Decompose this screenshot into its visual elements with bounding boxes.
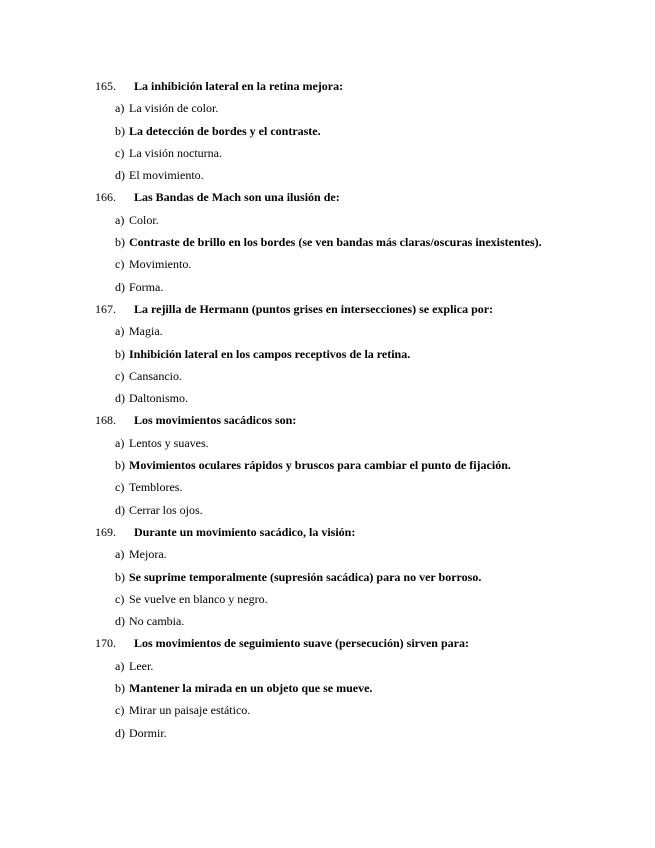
answer-option — [0, 499, 655, 521]
option-letter: d) — [115, 391, 125, 406]
question-number: 170. — [95, 636, 116, 651]
option-letter: d) — [115, 279, 125, 294]
question-text: La rejilla de Hermann (puntos grises en intersecciones) se explica por: — [134, 301, 494, 316]
answer-option — [0, 231, 655, 253]
option-text: Lentos y suaves. — [129, 435, 209, 450]
option-letter: d) — [115, 502, 125, 517]
option-letter: c) — [115, 703, 125, 718]
answer-option — [0, 543, 655, 565]
option-letter: a) — [115, 547, 125, 562]
option-text: Color. — [129, 212, 159, 227]
question-list — [0, 75, 655, 744]
option-letter: b) — [115, 346, 125, 361]
option-letter: c) — [115, 368, 125, 383]
answer-option — [0, 253, 655, 275]
question-text: Las Bandas de Mach son una ilusión de: — [134, 190, 340, 205]
option-text: No cambia. — [129, 614, 185, 629]
question-text: Los movimientos sacádicos son: — [134, 413, 297, 428]
question-header — [0, 521, 655, 543]
option-text-correct: Movimientos oculares rápidos y bruscos para cambiar el punto de fijación. — [129, 458, 511, 473]
option-letter: d) — [115, 168, 125, 183]
answer-option — [0, 387, 655, 409]
option-text: Cerrar los ojos. — [129, 502, 203, 517]
answer-option — [0, 142, 655, 164]
answer-option — [0, 97, 655, 119]
option-letter: d) — [115, 725, 125, 740]
option-letter: b) — [115, 569, 125, 584]
answer-option — [0, 276, 655, 298]
question-text: Durante un movimiento sacádico, la visión: — [134, 524, 356, 539]
option-letter: c) — [115, 145, 125, 160]
answer-option — [0, 699, 655, 721]
option-text-correct: La detección de bordes y el contraste. — [129, 123, 321, 138]
question-number: 168. — [95, 413, 116, 428]
question-header — [0, 632, 655, 654]
option-text: La visión de color. — [129, 101, 219, 116]
option-text: El movimiento. — [129, 168, 204, 183]
question-text: La inhibición lateral en la retina mejora: — [134, 79, 344, 93]
answer-option — [0, 610, 655, 632]
option-letter: b) — [115, 681, 125, 696]
option-letter: a) — [115, 435, 125, 450]
option-text: La visión nocturna. — [129, 145, 222, 160]
option-text: Daltonismo. — [129, 391, 188, 406]
option-text: Forma. — [129, 279, 164, 294]
option-letter: a) — [115, 212, 125, 227]
option-text-correct: Mantener la mirada en un objeto que se mueve. — [129, 681, 373, 696]
answer-option — [0, 655, 655, 677]
option-text: Mirar un paisaje estático. — [129, 703, 251, 718]
option-text: Cansancio. — [129, 368, 182, 383]
answer-option — [0, 454, 655, 476]
option-letter: b) — [115, 458, 125, 473]
question-number: 166. — [95, 190, 116, 205]
question-header — [0, 186, 655, 208]
answer-option — [0, 320, 655, 342]
answer-option — [0, 476, 655, 498]
option-letter: c) — [115, 257, 125, 272]
option-letter: a) — [115, 101, 125, 116]
option-text: Mejora. — [129, 547, 167, 562]
answer-option — [0, 432, 655, 454]
question-header — [0, 409, 655, 431]
option-text: Dormir. — [129, 725, 167, 740]
option-text-correct: Contraste de brillo en los bordes (se ven bandas más claras/oscuras inexistentes). — [129, 235, 542, 250]
option-text: Magia. — [129, 324, 163, 339]
option-text-correct: Inhibición lateral en los campos receptivos de la retina. — [129, 346, 411, 361]
option-letter: c) — [115, 591, 125, 606]
option-letter: c) — [115, 480, 125, 495]
question-number: 165. — [95, 79, 116, 93]
answer-option — [0, 343, 655, 365]
question-number: 167. — [95, 301, 116, 316]
question-number: 169. — [95, 524, 116, 539]
answer-option — [0, 677, 655, 699]
option-letter: b) — [115, 123, 125, 138]
question-text: Los movimientos de seguimiento suave (persecución) sirven para: — [134, 636, 469, 651]
answer-option — [0, 588, 655, 610]
question-header — [0, 298, 655, 320]
option-letter: a) — [115, 658, 125, 673]
answer-option — [0, 365, 655, 387]
option-text-correct: Se suprime temporalmente (supresión sacádica) para no ver borroso. — [129, 569, 482, 584]
question-header — [0, 75, 655, 97]
option-text: Se vuelve en blanco y negro. — [129, 591, 268, 606]
answer-option — [0, 209, 655, 231]
option-text: Leer. — [129, 658, 154, 673]
option-text: Temblores. — [129, 480, 183, 495]
answer-option — [0, 722, 655, 744]
option-letter: a) — [115, 324, 125, 339]
option-letter: d) — [115, 614, 125, 629]
option-letter: b) — [115, 235, 125, 250]
answer-option — [0, 120, 655, 142]
answer-option — [0, 566, 655, 588]
option-text: Movimiento. — [129, 257, 192, 272]
answer-option — [0, 164, 655, 186]
